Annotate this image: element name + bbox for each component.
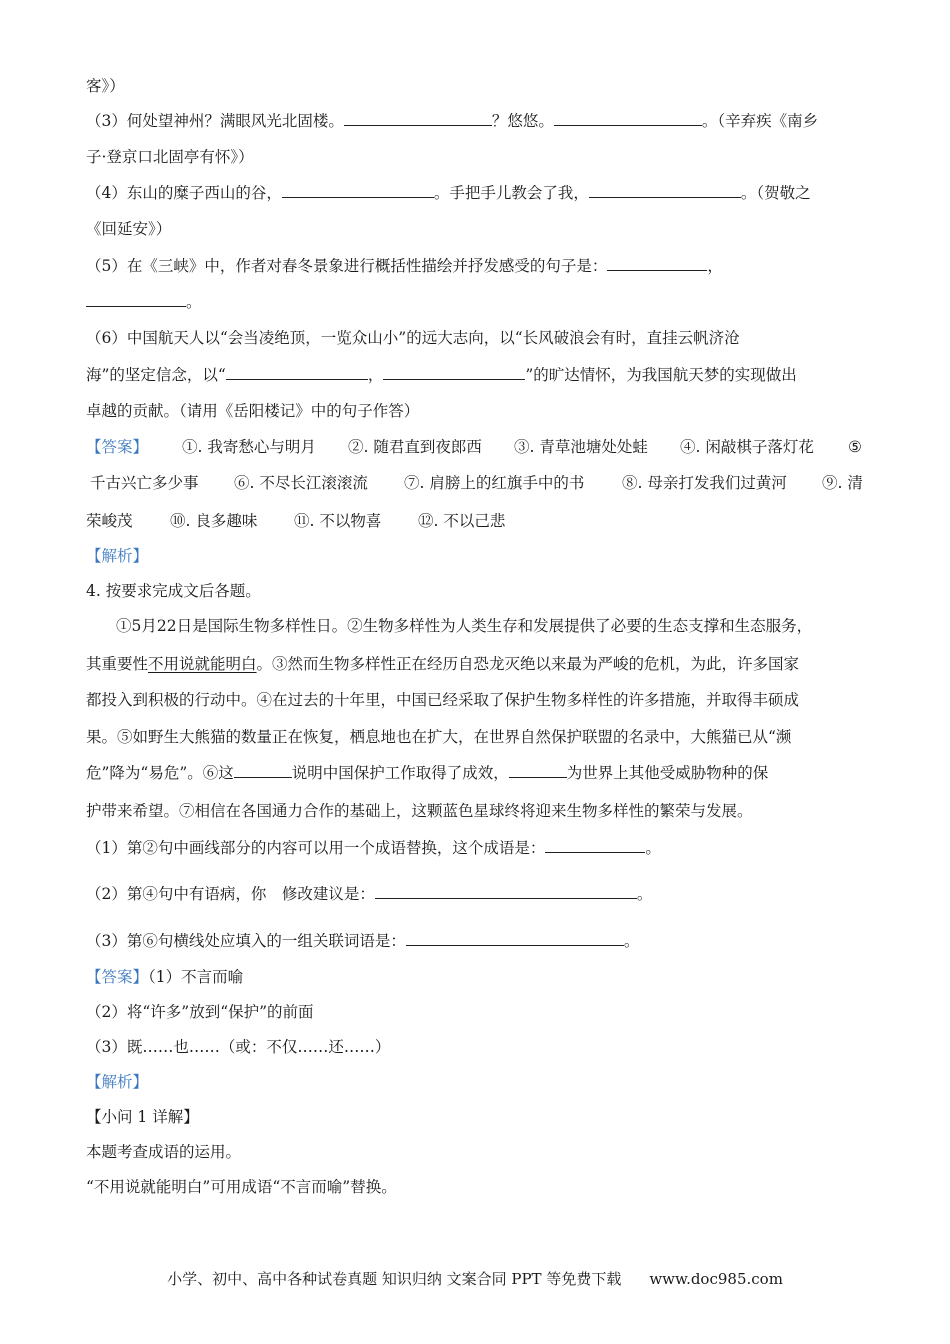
answer-item: ③. 青草池塘处处蛙	[514, 438, 648, 456]
fill-blank[interactable]	[545, 837, 645, 853]
answer-item: 千古兴亡多少事	[90, 474, 199, 492]
sub-question-3: （3）第⑥句横线处应填入的一组关联词语是： 。	[86, 932, 640, 950]
answer-item: 荣峻茂	[86, 512, 133, 530]
detail-text: “不用说就能明白”可用成语“不言而喻”替换。	[86, 1178, 397, 1196]
text-line: 客》）	[86, 77, 125, 95]
answer-line: 【答案】（1）不言而喻	[86, 968, 244, 986]
fill-blank[interactable]	[607, 255, 707, 271]
fill-blank[interactable]	[226, 364, 368, 380]
analysis-label: 【解析】	[86, 547, 149, 565]
footer-link[interactable]: www.doc985.com	[649, 1270, 783, 1288]
answer-item: ④. 闲敲棋子落灯花	[680, 438, 814, 456]
question-3-item-3: （3）何处望神州？满眼风光北固楼。 ？悠悠。 。（辛弃疾《南乡	[86, 112, 819, 130]
fill-blank[interactable]	[589, 182, 741, 198]
underlined-phrase: 不用说就能明白	[148, 655, 257, 673]
detail-text: 本题考查成语的运用。	[86, 1143, 242, 1161]
fill-blank[interactable]	[86, 291, 186, 307]
answer-item: ⑩. 良多趣味	[170, 512, 258, 530]
answer-item: ①. 我寄愁心与明月	[182, 438, 316, 456]
text-line: 子·登京口北固亭有怀》）	[86, 148, 254, 166]
fill-blank[interactable]	[383, 364, 525, 380]
answer-item: ⑨. 清	[822, 474, 863, 492]
fill-blank[interactable]	[509, 762, 567, 778]
fill-blank[interactable]	[344, 110, 492, 126]
answer-item: ⑦. 肩膀上的红旗手中的书	[404, 474, 585, 492]
fill-blank[interactable]	[554, 110, 702, 126]
question-4-title: 4. 按要求完成文后各题。	[86, 582, 261, 600]
passage-line: 护带来希望。⑦相信在各国通力合作的基础上，这颗蓝色星球终将迎来生物多样性的繁荣与发展。	[86, 802, 753, 820]
passage-line: 果。⑤如野生大熊猫的数量正在恢复，栖息地也在扩大，在世界自然保护联盟的名录中，大熊猫已从“濒	[86, 728, 792, 746]
passage-line: 其重要性不用说就能明白。③然而生物多样性正在经历自恐龙灭绝以来最为严峻的危机，为此，许多国家	[86, 655, 800, 673]
sub-question-2: （2）第④句中有语病，你 修改建议是： 。	[86, 885, 653, 903]
answer-label: 【答案】	[86, 968, 149, 986]
detail-title: 【小问 1 详解】	[86, 1108, 199, 1126]
question-3-item-5: （5）在《三峡》中，作者对春冬景象进行概括性描绘并抒发感受的句子是： ，	[86, 257, 723, 275]
answer-item: ⑤	[848, 438, 862, 456]
answer-item: ⑪. 不以物喜	[294, 512, 382, 530]
fill-blank[interactable]	[375, 883, 637, 899]
answer-item: ⑧. 母亲打发我们过黄河	[622, 474, 787, 492]
answer-line: （2）将“许多”放到“保护”的前面	[86, 1003, 314, 1021]
text-line: 《回延安》）	[86, 220, 172, 238]
question-3-item-6: （6）中国航天人以“会当凌绝顶，一览众山小”的远大志向，以“长风破浪会有时，直挂云帆济沧	[86, 329, 740, 347]
answer-label: 【答案】	[86, 438, 149, 456]
page-footer	[0, 1268, 950, 1290]
answer-item: ⑫. 不以己悲	[418, 512, 506, 530]
answer-item: ⑥. 不尽长江滚滚流	[234, 474, 368, 492]
text-line: 。	[86, 291, 866, 313]
analysis-label: 【解析】	[86, 1073, 149, 1091]
fill-blank[interactable]	[406, 930, 624, 946]
question-3-item-4: （4）东山的糜子西山的谷， 。手把手儿教会了我， 。（贺敬之	[86, 184, 811, 202]
footer-text: 小学、初中、高中各种试卷真题 知识归纳 文案合同 PPT 等免费下载	[167, 1270, 622, 1288]
fill-blank[interactable]	[282, 182, 434, 198]
text-line: 海”的坚定信念，以“ ， ”的旷达情怀，为我国航天梦的实现做出	[86, 366, 797, 384]
text-line: 卓越的贡献。（请用《岳阳楼记》中的句子作答）	[86, 402, 420, 420]
passage-line: 危”降为“易危”。⑥这 说明中国保护工作取得了成效， 为世界上其他受威胁物种的保	[86, 764, 769, 782]
answer-line: （3）既……也……（或：不仅……还……）	[86, 1038, 391, 1056]
passage-line: ①5月22日是国际生物多样性日。②生物多样性为人类生存和发展提供了必要的生态支撑和生态服务，	[116, 617, 813, 635]
sub-question-1: （1）第②句中画线部分的内容可以用一个成语替换，这个成语是： 。	[86, 839, 661, 857]
fill-blank[interactable]	[234, 762, 292, 778]
passage-line: 都投入到积极的行动中。④在过去的十年里，中国已经采取了保护生物多样性的许多措施，并取得丰硕成	[86, 691, 800, 709]
answer-item: ②. 随君直到夜郎西	[348, 438, 482, 456]
